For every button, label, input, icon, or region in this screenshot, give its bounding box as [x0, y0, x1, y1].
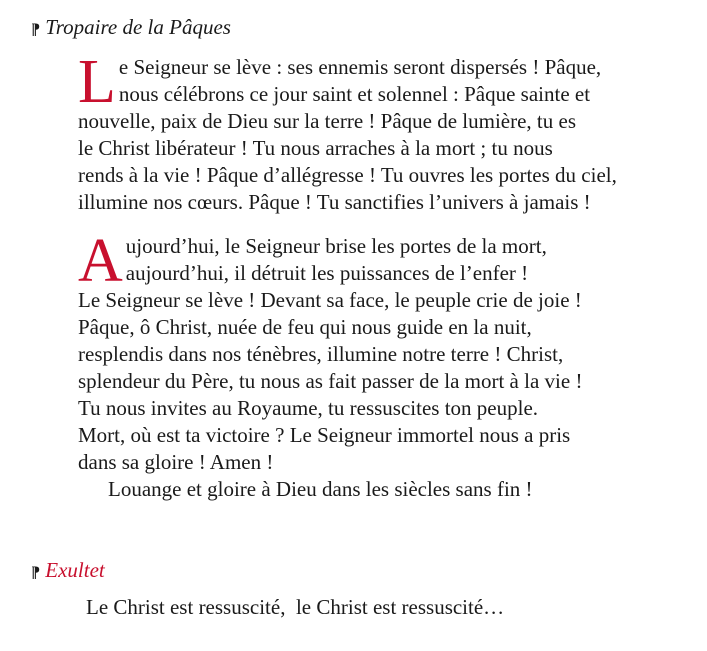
tropaire-verse-1 [78, 48, 703, 216]
verse-line: rends à la vie ! Pâque d’allégresse ! Tu ouvres les portes du ciel, [78, 163, 617, 187]
verse-line: Mort, où est ta victoire ? Le Seigneur immortel nous a pris [78, 423, 571, 447]
verse-line: nouvelle, paix de Dieu sur la terre ! Pâque de lumière, tu es [78, 109, 576, 133]
drop-cap: L [78, 48, 116, 116]
verse-line: aujourd’hui, il détruit les puissances de l’enfer ! [125, 261, 529, 285]
verse-line: illumine nos cœurs. Pâque ! Tu sanctifies l’univers à jamais ! [78, 190, 591, 214]
exultet-line: Le Christ est ressuscité, le Christ est ressuscité… [86, 595, 505, 619]
verse-line: splendeur du Père, tu nous as fait passer de la mort à la vie ! [78, 369, 583, 393]
section-heading-exultet [22, 557, 105, 586]
verse-line: e Seigneur se lève : ses ennemis seront dispersés ! Pâque, [118, 55, 602, 79]
section-title: Exultet [45, 558, 105, 582]
verse-line: Le Seigneur se lève ! Devant sa face, le peuple crie de joie ! [78, 288, 582, 312]
drop-cap: A [78, 227, 123, 295]
pilcrow-icon: ¶ [31, 21, 40, 38]
verse-line: resplendis dans nos ténèbres, illumine notre terre ! Christ, [78, 342, 564, 366]
tropaire-verse-2 [78, 227, 703, 503]
verse-line: nous célébrons ce jour saint et solennel : Pâque sainte et [118, 82, 591, 106]
section-title: Tropaire de la Pâques [45, 15, 231, 39]
pilcrow-icon: ¶ [31, 564, 40, 581]
verse-line: Tu nous invites au Royaume, tu ressuscites ton peuple. [78, 396, 539, 420]
verse-line: le Christ libérateur ! Tu nous arraches à la mort ; tu nous [78, 136, 553, 160]
verse-line: Pâque, ô Christ, nuée de feu qui nous guide en la nuit, [78, 315, 532, 339]
section-heading-tropaire [22, 14, 231, 43]
verse-line: dans sa gloire ! Amen ! [78, 450, 274, 474]
doxology-line: Louange et gloire à Dieu dans les siècles sans fin ! [108, 477, 533, 501]
verse-line: ujourd’hui, le Seigneur brise les portes de la mort, [125, 234, 547, 258]
